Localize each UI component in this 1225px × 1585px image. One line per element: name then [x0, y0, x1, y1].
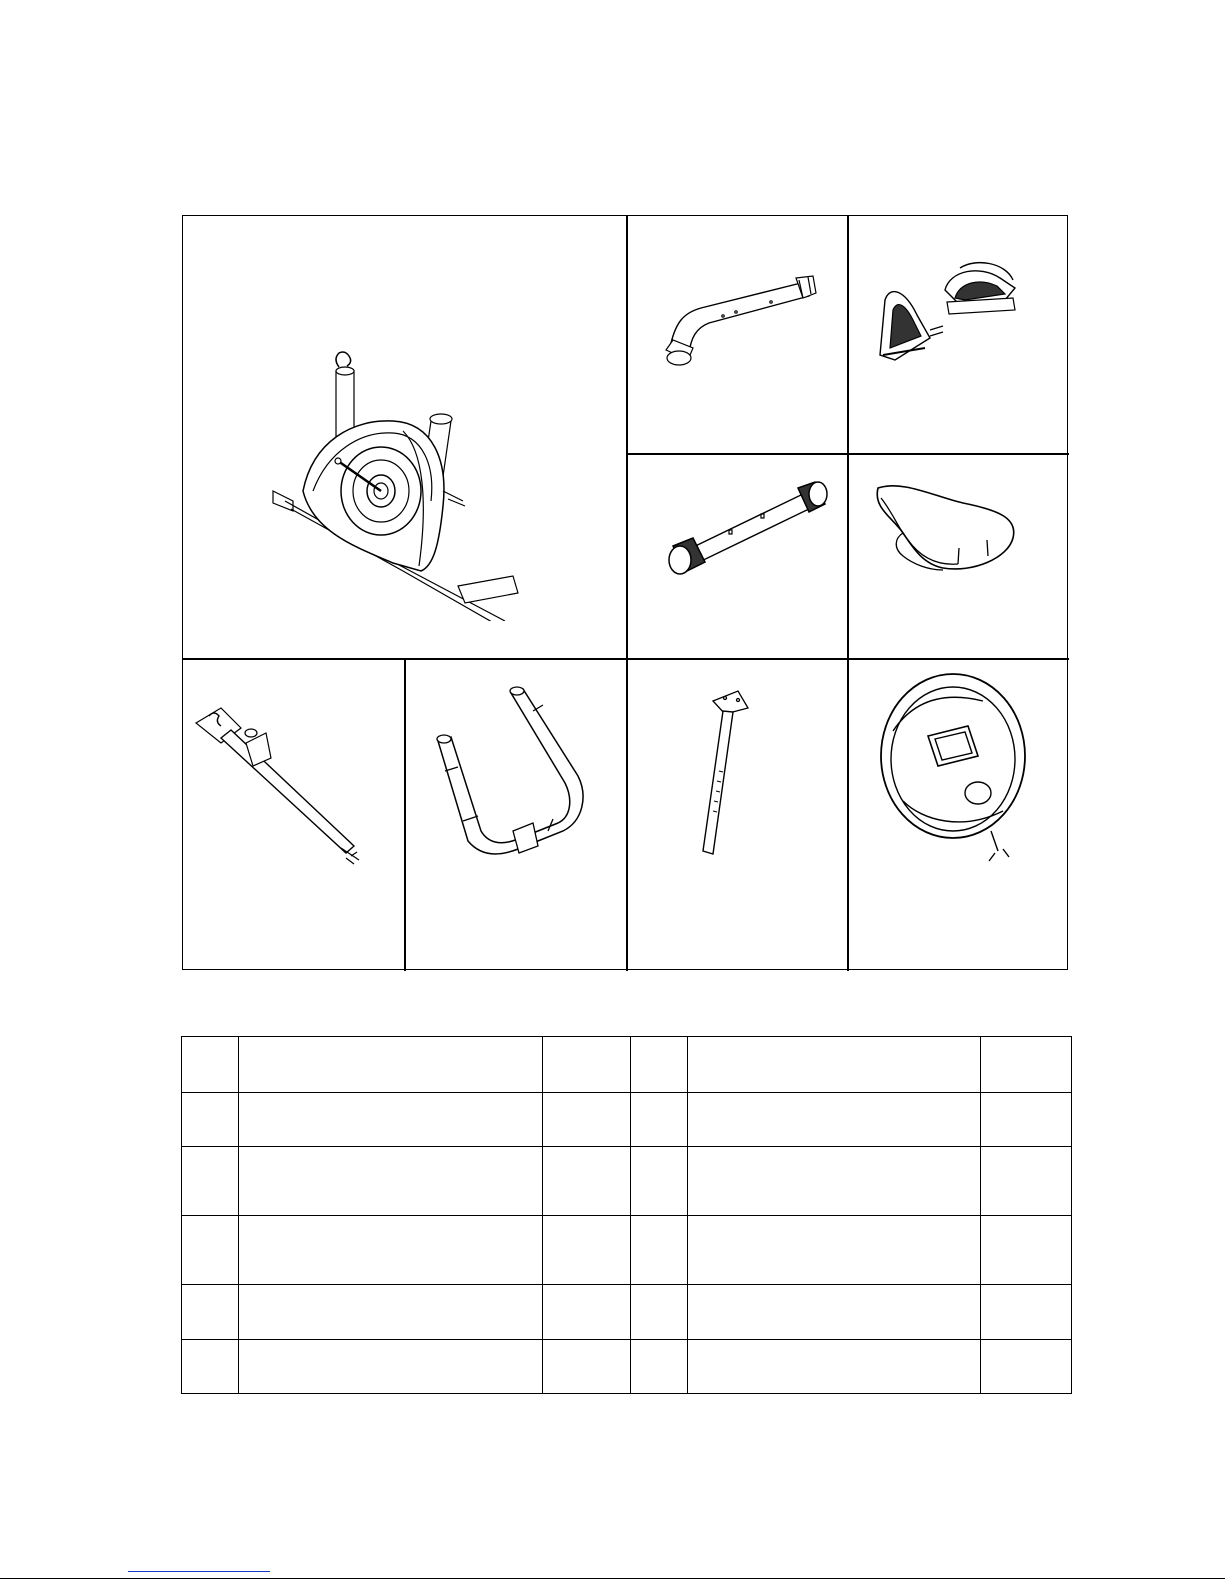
row-qty2-cell: [981, 1340, 1072, 1394]
row-name2-cell: [688, 1147, 981, 1216]
row-no2-cell: [631, 1147, 688, 1216]
row-name-cell: [239, 1216, 543, 1285]
seat-post-illustration: [683, 686, 773, 861]
table-row: [182, 1147, 1072, 1216]
row-name2-cell: [688, 1285, 981, 1340]
footer-divider: [0, 1578, 1225, 1579]
row-no-cell: [182, 1340, 239, 1394]
row-qty-cell: [543, 1216, 631, 1285]
rear-stabilizer-illustration: [661, 268, 821, 378]
grid-divider: [404, 658, 406, 971]
computer-illustration: [873, 671, 1043, 876]
table-row: [182, 1340, 1072, 1394]
row-name-cell: [239, 1093, 543, 1147]
row-qty2-cell: [981, 1216, 1072, 1285]
row-name2-cell: [688, 1093, 981, 1147]
row-name2-cell: [688, 1340, 981, 1394]
row-qty-cell: [543, 1093, 631, 1147]
header-qty-cell: [543, 1037, 631, 1093]
row-no2-cell: [631, 1093, 688, 1147]
parts-illustration-grid: [182, 215, 1068, 970]
row-no2-cell: [631, 1285, 688, 1340]
row-name-cell: [239, 1147, 543, 1216]
footer-link[interactable]: [128, 1571, 270, 1572]
main-frame-illustration: [243, 331, 543, 621]
grid-divider: [183, 658, 1069, 660]
handlebar-post-illustration: [191, 688, 381, 878]
header-no2-cell: [631, 1037, 688, 1093]
row-no2-cell: [631, 1340, 688, 1394]
row-name-cell: [239, 1285, 543, 1340]
row-qty2-cell: [981, 1285, 1072, 1340]
front-stabilizer-illustration: [653, 474, 833, 584]
seat-illustration: [863, 478, 1023, 588]
row-name-cell: [239, 1340, 543, 1394]
row-qty-cell: [543, 1285, 631, 1340]
table-row: [182, 1285, 1072, 1340]
grid-divider: [626, 216, 628, 971]
grid-divider: [626, 453, 1069, 455]
row-qty-cell: [543, 1147, 631, 1216]
table-row: [182, 1216, 1072, 1285]
grid-divider: [847, 216, 849, 971]
header-no-cell: [182, 1037, 239, 1093]
table-header-row: [182, 1037, 1072, 1093]
row-name2-cell: [688, 1216, 981, 1285]
row-qty-cell: [543, 1340, 631, 1394]
pedals-illustration: [865, 260, 1035, 370]
table-row: [182, 1093, 1072, 1147]
header-qty2-cell: [981, 1037, 1072, 1093]
handlebar-illustration: [423, 681, 598, 866]
row-no-cell: [182, 1285, 239, 1340]
header-name2-cell: [688, 1037, 981, 1093]
row-qty2-cell: [981, 1147, 1072, 1216]
row-no2-cell: [631, 1216, 688, 1285]
parts-list-table: [181, 1036, 1072, 1394]
row-qty2-cell: [981, 1093, 1072, 1147]
row-no-cell: [182, 1216, 239, 1285]
row-no-cell: [182, 1093, 239, 1147]
header-name-cell: [239, 1037, 543, 1093]
row-no-cell: [182, 1147, 239, 1216]
